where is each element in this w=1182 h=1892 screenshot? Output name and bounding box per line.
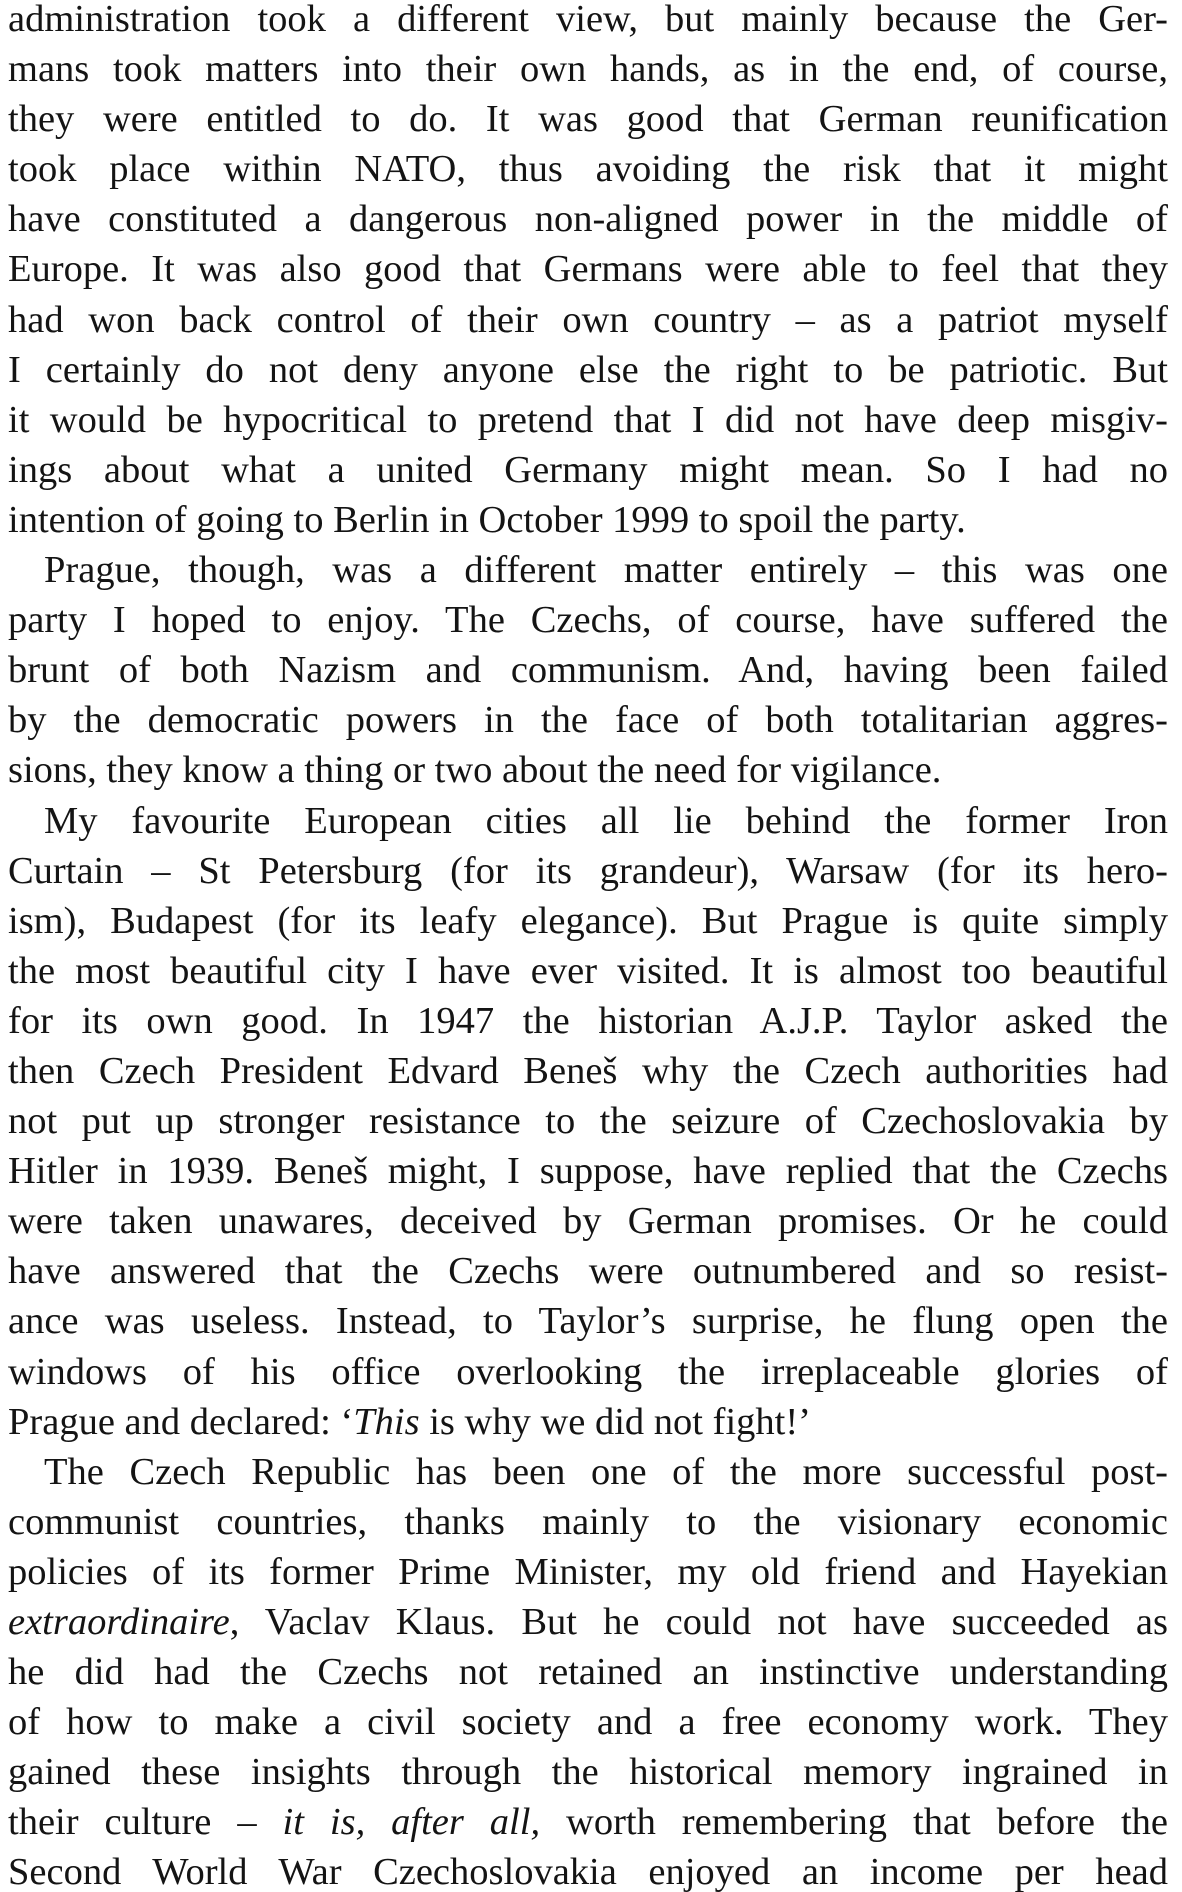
text-line: it would be hypocritical to pretend that I did not have deep misgiv- bbox=[8, 398, 1168, 441]
text-run: their culture – bbox=[8, 1801, 283, 1844]
text-run: worth remembering that before the bbox=[540, 1801, 1168, 1844]
text-line: not put up stronger resistance to the seizure of Czechoslovakia by bbox=[8, 1100, 1168, 1143]
text-line: ance was useless. Instead, to Taylor’s surprise, he flung open the bbox=[8, 1300, 1168, 1343]
text-line: administration took a different view, but mainly because the Ger- bbox=[8, 0, 1168, 40]
text-run: Prague and declared: ‘ bbox=[8, 1400, 354, 1443]
text-line: Hitler in 1939. Beneš might, I suppose, have replied that the Czechs bbox=[8, 1150, 1168, 1193]
text-run: , Vaclav Klaus. But he could not have succeeded as bbox=[229, 1601, 1168, 1643]
text-line: The Czech Republic has been one of the more successful post- bbox=[44, 1450, 1168, 1493]
text-line bbox=[8, 1397, 1168, 1447]
text-line: took place within NATO, thus avoiding the risk that it might bbox=[8, 148, 1168, 191]
text-line: windows of his office overlooking the irreplaceable glories of bbox=[8, 1350, 1168, 1393]
text-line: policies of its former Prime Minister, my old friend and Hayekian bbox=[8, 1550, 1168, 1593]
text-line: were taken unawares, deceived by German promises. Or he could bbox=[8, 1200, 1168, 1243]
text-line: communist countries, thanks mainly to the visionary economic bbox=[8, 1500, 1168, 1543]
text-line: mans took matters into their own hands, as in the end, of course, bbox=[8, 48, 1168, 91]
text-run: is why we did not fight!’ bbox=[419, 1400, 811, 1443]
text-line: Second World War Czechoslovakia enjoyed an income per head bbox=[8, 1851, 1168, 1892]
text-line: brunt of both Nazism and communism. And, having been failed bbox=[8, 649, 1168, 692]
text-line: he did had the Czechs not retained an instinctive understanding bbox=[8, 1651, 1168, 1694]
book-page bbox=[8, 0, 1168, 1892]
text-line: had won back control of their own country – as a patriot myself bbox=[8, 298, 1168, 341]
paragraph-3 bbox=[8, 796, 1168, 1447]
text-line: by the democratic powers in the face of both totalitarian aggres- bbox=[8, 699, 1168, 742]
text-line: ings about what a united Germany might mean. So I had no bbox=[8, 448, 1168, 491]
text-line: then Czech President Edvard Beneš why the Czech authorities had bbox=[8, 1049, 1168, 1092]
emphasis: it is, after all, bbox=[282, 1801, 541, 1844]
text-line: have constituted a dangerous non-aligned power in the middle of bbox=[8, 198, 1168, 241]
paragraph-4 bbox=[8, 1447, 1168, 1892]
text-line: sions, they know a thing or two about the need for vigilance. bbox=[8, 749, 942, 792]
text-line: I certainly do not deny anyone else the right to be patriotic. But bbox=[8, 348, 1168, 391]
text-line: gained these insights through the historical memory ingrained in bbox=[8, 1751, 1168, 1794]
text-line: the most beautiful city I have ever visited. It is almost too beautiful bbox=[8, 949, 1168, 992]
text-line bbox=[8, 1597, 1168, 1647]
text-line: party I hoped to enjoy. The Czechs, of course, have suffered the bbox=[8, 599, 1168, 642]
paragraph-2 bbox=[8, 545, 1168, 795]
text-line: they were entitled to do. It was good that German reunification bbox=[8, 98, 1168, 141]
emphasis: extraordinaire bbox=[8, 1601, 230, 1643]
text-line: ism), Budapest (for its leafy elegance). But Prague is quite simply bbox=[8, 899, 1168, 942]
text-line: Europe. It was also good that Germans were able to feel that they bbox=[8, 248, 1168, 291]
emphasis: This bbox=[353, 1400, 420, 1443]
text-line bbox=[8, 1797, 1168, 1847]
text-line: for its own good. In 1947 the historian A.J.P. Taylor asked the bbox=[8, 999, 1168, 1042]
text-line: My favourite European cities all lie behind the former Iron bbox=[44, 799, 1168, 842]
text-line: Curtain – St Petersburg (for its grandeur), Warsaw (for its hero- bbox=[8, 849, 1168, 892]
text-line: Prague, though, was a different matter entirely – this was one bbox=[44, 549, 1168, 592]
text-line: have answered that the Czechs were outnumbered and so resist- bbox=[8, 1250, 1168, 1293]
paragraph-1 bbox=[8, 0, 1168, 545]
text-line: intention of going to Berlin in October 1999 to spoil the party. bbox=[8, 498, 966, 541]
text-line: of how to make a civil society and a free economy work. They bbox=[8, 1701, 1168, 1744]
